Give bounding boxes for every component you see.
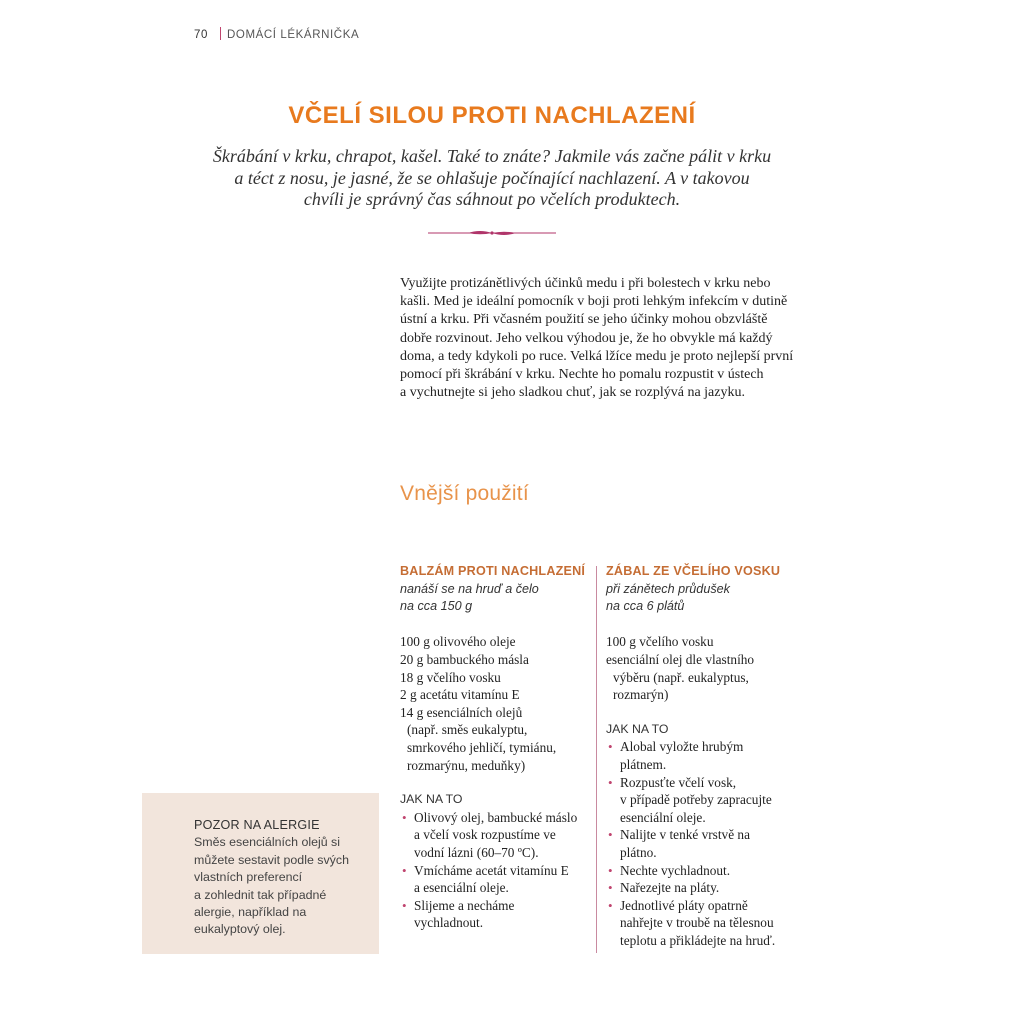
allergy-line: a zohlednit tak případné xyxy=(194,887,327,902)
section-subheading: Vnější použití xyxy=(400,482,529,505)
header-divider xyxy=(220,27,221,40)
ingredient: esenciální olej dle vlastního xyxy=(606,651,755,667)
intro-line: ústní a krku. Při včasném použití se jeho účinky mohou obzvláště xyxy=(400,312,768,328)
ingredient-list xyxy=(400,633,590,774)
step-line: • Nařezejte na pláty. xyxy=(620,880,720,896)
recipe-title: BALZÁM PROTI NACHLAZENÍ xyxy=(400,564,586,578)
column-divider xyxy=(596,566,597,953)
step-line: • Nalijte v tenké vrstvě na xyxy=(620,827,750,843)
ingredient-note: rozmarýnu, meduňky) xyxy=(407,757,526,773)
steps-label: JAK NA TO xyxy=(400,792,463,807)
step-line: a esenciální oleje. xyxy=(414,880,509,896)
steps-list xyxy=(606,738,806,949)
step-item xyxy=(606,862,806,880)
ingredient-note: výběru (např. eukalyptus, xyxy=(613,669,749,685)
recipe-usage: nanáší se na hruď a čelo xyxy=(400,581,539,596)
step-line: vychladnout. xyxy=(414,915,484,931)
step-line: • Alobal vyložte hrubým xyxy=(620,739,744,755)
step-line: • Slijeme a necháme xyxy=(414,897,515,913)
step-line: • Jednotlivé pláty opatrně xyxy=(620,897,748,913)
ingredient-note: smrkového jehličí, tymiánu, xyxy=(407,739,557,755)
step-line: v případě potřeby zapracujte xyxy=(620,792,772,808)
step-line: nahřejte v troubě na tělesnou xyxy=(620,915,774,931)
steps-list xyxy=(400,809,590,932)
allergy-line: eukalyptový olej. xyxy=(194,922,286,937)
intro-line: kašli. Med je ideální pomocník v boji proti lehkým infekcím v dutině xyxy=(400,294,788,310)
step-line: plátnem. xyxy=(620,756,667,772)
allergy-line: vlastních preferencí xyxy=(194,870,303,885)
ingredient-note: rozmarýn) xyxy=(613,687,669,703)
recipe-balm xyxy=(400,563,590,932)
step-item xyxy=(606,897,806,950)
step-line: • Rozpusťte včelí vosk, xyxy=(620,774,737,790)
intro-line: Využijte protizánětlivých účinků medu i při bolestech v krku nebo xyxy=(400,276,771,291)
lead-line: a téct z nosu, je jasné, že se ohlašuje počínající nachlazení. A v takovou xyxy=(234,167,750,188)
page-title: VČELÍ SILOU PROTI NACHLAZENÍ xyxy=(288,102,696,129)
lead-line: chvíli je správný čas sáhnout po včelích produktech. xyxy=(303,189,681,209)
section-name: DOMÁCÍ LÉKÁRNIČKA xyxy=(227,29,360,41)
ingredient: 20 g bambuckého másla xyxy=(400,651,529,667)
steps-label: JAK NA TO xyxy=(606,721,669,736)
step-line: teplotu a přikládejte na hruď. xyxy=(620,932,776,948)
step-item xyxy=(606,774,806,827)
recipe-yield: na cca 6 plátů xyxy=(606,599,685,614)
allergy-line: můžete sestavit podle svých xyxy=(194,852,349,867)
running-header xyxy=(194,27,359,41)
ingredient: 100 g olivového oleje xyxy=(400,634,516,650)
recipe-wax-wrap xyxy=(606,563,806,949)
step-line: • Nechte vychladnout. xyxy=(620,862,731,878)
step-line: plátno. xyxy=(620,844,657,860)
ingredient-note: (např. směs eukalyptu, xyxy=(407,722,528,738)
lead-line: Škrábání v krku, chrapot, kašel. Také to znáte? Jakmile vás začne pálit v krku xyxy=(212,146,772,166)
allergy-title: POZOR NA ALERGIE xyxy=(194,818,320,832)
ingredient: 18 g včelího vosku xyxy=(400,669,501,685)
intro-line: doma, a tedy kdykoli po ruce. Velká lžíce medu je proto nejlepší první xyxy=(400,348,794,364)
step-line: • Olivový olej, bambucké máslo xyxy=(414,809,578,825)
step-line: a včelí vosk rozpustíme ve xyxy=(414,827,556,843)
recipe-title: ZÁBAL ZE VČELÍHO VOSKU xyxy=(606,564,781,578)
intro-line: a vychutnejte si jeho sladkou chuť, jak se rozplývá na jazyku. xyxy=(400,385,745,401)
recipe-usage: při zánětech průdušek xyxy=(606,581,730,596)
ingredient: 2 g acetátu vitamínu E xyxy=(400,687,520,703)
intro-line: pomocí při škrábání v krku. Nechte ho pomalu rozpustit v ústech xyxy=(400,367,764,383)
page-number: 70 xyxy=(194,29,208,41)
lead-paragraph xyxy=(192,146,792,211)
ornament-divider-icon xyxy=(428,226,556,240)
recipe-yield: na cca 150 g xyxy=(400,599,473,614)
step-item xyxy=(400,809,590,862)
ingredient-list xyxy=(606,633,806,703)
step-item xyxy=(400,897,590,932)
ingredient: 100 g včelího vosku xyxy=(606,634,714,650)
allergy-line: alergie, například na xyxy=(194,905,307,920)
step-item xyxy=(606,738,806,773)
allergy-line: Směs esenciálních olejů si xyxy=(194,835,341,850)
step-line: • Vmícháme acetát vitamínu E xyxy=(414,862,569,878)
step-item xyxy=(606,826,806,861)
intro-line: dobře rozvinout. Jeho velkou výhodou je, že ho obvykle má každý xyxy=(400,330,773,346)
step-line: vodní lázni (60–70 ºC). xyxy=(414,844,539,860)
ingredient: 14 g esenciálních olejů xyxy=(400,704,523,720)
step-line: esenciální oleje. xyxy=(620,809,706,825)
step-item xyxy=(400,862,590,897)
intro-paragraph xyxy=(400,275,810,402)
allergy-note-box xyxy=(142,793,379,954)
step-item xyxy=(606,879,806,897)
